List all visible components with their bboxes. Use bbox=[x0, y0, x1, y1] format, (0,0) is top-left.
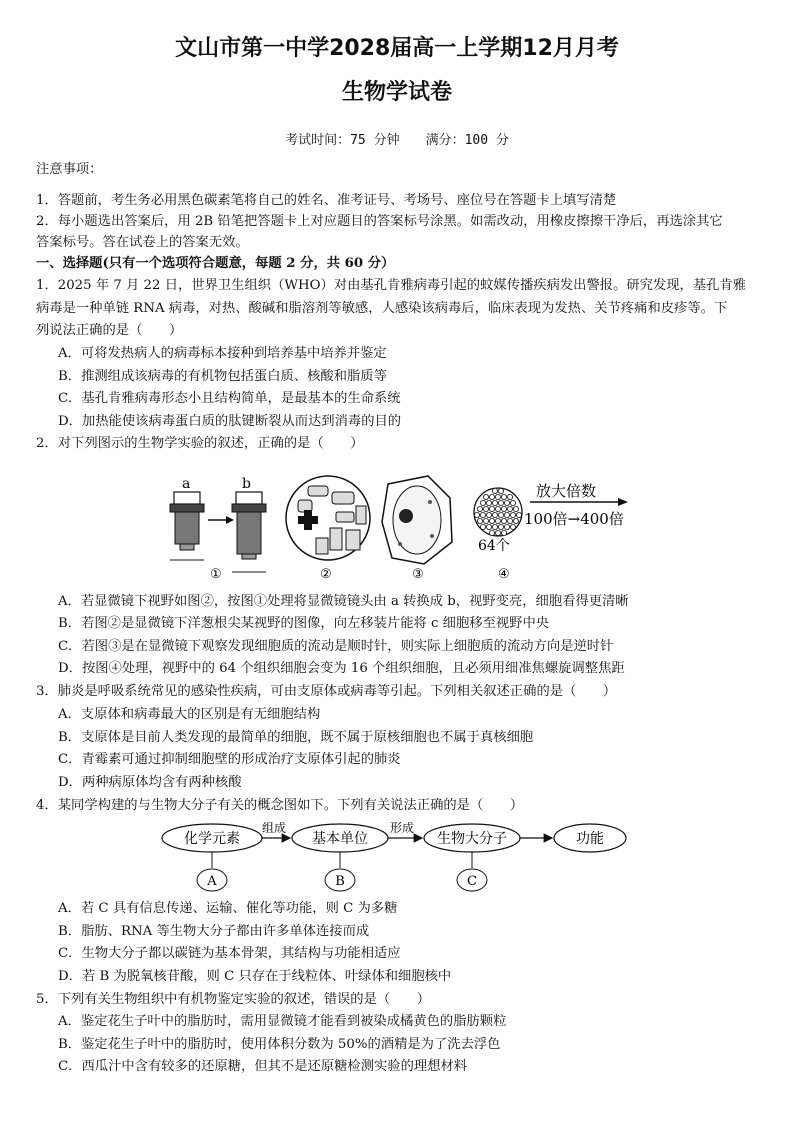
figure-number-2: ② bbox=[320, 567, 332, 582]
node-function-label: 功能 bbox=[576, 831, 604, 847]
circle-a bbox=[197, 869, 227, 891]
magnification-title: 放大倍数 bbox=[536, 482, 597, 500]
q1-option-d: D．加热能使该病毒蛋白质的肽键断裂从而达到消毒的目的 bbox=[58, 414, 402, 429]
concept-node-function bbox=[554, 824, 626, 852]
objective-lens-diagram bbox=[170, 476, 266, 582]
exam-info: 考试时间：75 分钟 满分：100 分 bbox=[285, 133, 509, 148]
q4-option-b: B．脂肪、RNA 等生物大分子都由许多单体连接而成 bbox=[58, 924, 370, 939]
microscope-field-diagram bbox=[286, 476, 370, 582]
notice-heading: 注意事项： bbox=[36, 162, 103, 177]
magnification-change: 100倍→400倍 bbox=[524, 510, 624, 528]
figure-number-3: ③ bbox=[412, 567, 424, 582]
node-macromolecule-label: 生物大分子 bbox=[437, 831, 507, 847]
q3-option-a: A．支原体和病毒最大的区别是有无细胞结构 bbox=[58, 707, 321, 722]
q2-figure bbox=[160, 472, 640, 584]
q2-stem: 2．对下列图示的生物学实验的叙述，正确的是（ ） bbox=[36, 436, 364, 451]
node-elements-label: 化学元素 bbox=[184, 831, 240, 847]
q3-option-b: B．支原体是目前人类发现的最简单的细胞，既不属于原核细胞也不属于真核细胞 bbox=[58, 730, 534, 745]
q1-option-c: C．基孔肯雅病毒形态小且结构简单，是最基本的生命系统 bbox=[58, 391, 401, 406]
exam-title: 文山市第一中学2028届高一上学期12月月考 bbox=[175, 36, 619, 61]
lens-label-b: b bbox=[242, 476, 251, 492]
q1-line1: 1．2025 年 7 月 22 日，世界卫生组织（WHO）对由基孔肯雅病毒引起的蚊媒传播疾病发出警报。研究发现，基孔肯雅 bbox=[36, 278, 747, 293]
lens-label-a: a bbox=[182, 476, 191, 492]
circle-a-label: A bbox=[207, 874, 217, 889]
notice-item-2-line1: 2．每小题选出答案后，用 2B 铅笔把答题卡上对应题目的答案标号涂黑。如需改动，用橡皮擦擦干净后，再选涂其它 bbox=[36, 214, 723, 229]
q2-option-b: B．若图②是显微镜下洋葱根尖某视野的图像，向左移装片能将 c 细胞移至视野中央 bbox=[58, 616, 550, 631]
circle-b bbox=[325, 869, 355, 891]
q5-option-a: A．鉴定花生子叶中的脂肪时，需用显微镜才能看到被染成橘黄色的脂肪颗粒 bbox=[58, 1014, 507, 1029]
concept-node-basic-unit bbox=[292, 824, 388, 852]
q2-option-c: C．若图③是在显微镜下观察发现细胞质的流动是顺时针，则实际上细胞质的流动方向是逆时针 bbox=[58, 639, 614, 654]
q2-option-d: D．按图④处理，视野中的 64 个组织细胞会变为 16 个组织细胞，且必须用细准焦螺旋调整焦距 bbox=[58, 661, 625, 676]
q3-stem: 3．肺炎是呼吸系统常见的感染性疾病，可由支原体或病毒等引起。下列相关叙述正确的是（ ） bbox=[36, 684, 617, 699]
circle-c bbox=[457, 869, 487, 891]
q1-line2: 病毒是一种单链 RNA 病毒，对热、酸碱和脂溶剂等敏感，人感染该病毒后，临床表现为发热、关节疼痛和皮疹等。下 bbox=[36, 301, 728, 316]
edge-compose-label: 组成 bbox=[262, 821, 287, 835]
concept-node-elements bbox=[162, 824, 262, 852]
plant-cell-diagram bbox=[382, 476, 452, 582]
circle-c-label: C bbox=[467, 874, 477, 889]
q5-option-c: C．西瓜汁中含有较多的还原糖，但其不是还原糖检测实验的理想材料 bbox=[58, 1059, 468, 1074]
circle-b-label: B bbox=[335, 874, 345, 889]
q5-stem: 5．下列有关生物组织中有机物鉴定实验的叙述，错误的是（ ） bbox=[36, 992, 431, 1007]
q4-stem: 4．某同学构建的与生物大分子有关的概念图如下。下列有关说法正确的是（ ） bbox=[36, 798, 524, 813]
exam-subtitle: 生物学试卷 bbox=[341, 80, 452, 105]
q5-option-b: B．鉴定花生子叶中的脂肪时，使用体积分数为 50%的酒精是为了洗去浮色 bbox=[58, 1037, 501, 1052]
notice-item-2-line2: 答案标号。答在试卷上的答案无效。 bbox=[36, 235, 249, 250]
q1-option-b: B．推测组成该病毒的有机物包括蛋白质、核酸和脂质等 bbox=[58, 369, 387, 384]
q3-option-c: C．青霉素可通过抑制细胞壁的形成治疗支原体引起的肺炎 bbox=[58, 752, 401, 767]
q1-line3: 列说法正确的是（ ） bbox=[36, 323, 183, 338]
q4-option-c: C．生物大分子都以碳链为基本骨架，其结构与功能相适应 bbox=[58, 946, 401, 961]
cell-count-label: 64个 bbox=[478, 538, 510, 554]
q3-option-d: D．两种病原体均含有两种核酸 bbox=[58, 775, 242, 790]
figure-number-1: ① bbox=[210, 567, 222, 582]
notice-item-1: 1．答题前，考生务必用黑色碳素笔将自己的姓名、准考证号、考场号、座位号在答题卡上填写清楚 bbox=[36, 193, 617, 208]
node-basic-unit-label: 基本单位 bbox=[312, 831, 368, 847]
edge-form-label: 形成 bbox=[390, 821, 415, 835]
concept-node-macromolecule bbox=[424, 824, 520, 852]
section-heading: 一、选择题(只有一个选项符合题意，每题 2 分，共 60 分） bbox=[36, 256, 395, 271]
q2-option-a: A．若显微镜下视野如图②，按图①处理将显微镜镜头由 a 转换成 b，视野变亮，细胞看得更清晰 bbox=[58, 594, 629, 609]
q1-option-a: A．可将发热病人的病毒标本接种到培养基中培养并鉴定 bbox=[58, 346, 387, 361]
q4-option-a: A．若 C 具有信息传递、运输、催化等功能，则 C 为多糖 bbox=[58, 901, 398, 916]
concept-map bbox=[150, 818, 650, 896]
figure-number-4: ④ bbox=[498, 567, 510, 582]
tissue-cells-diagram bbox=[474, 482, 628, 582]
q4-option-d: D．若 B 为脱氧核苷酸，则 C 只存在于线粒体、叶绿体和细胞核中 bbox=[58, 969, 452, 984]
